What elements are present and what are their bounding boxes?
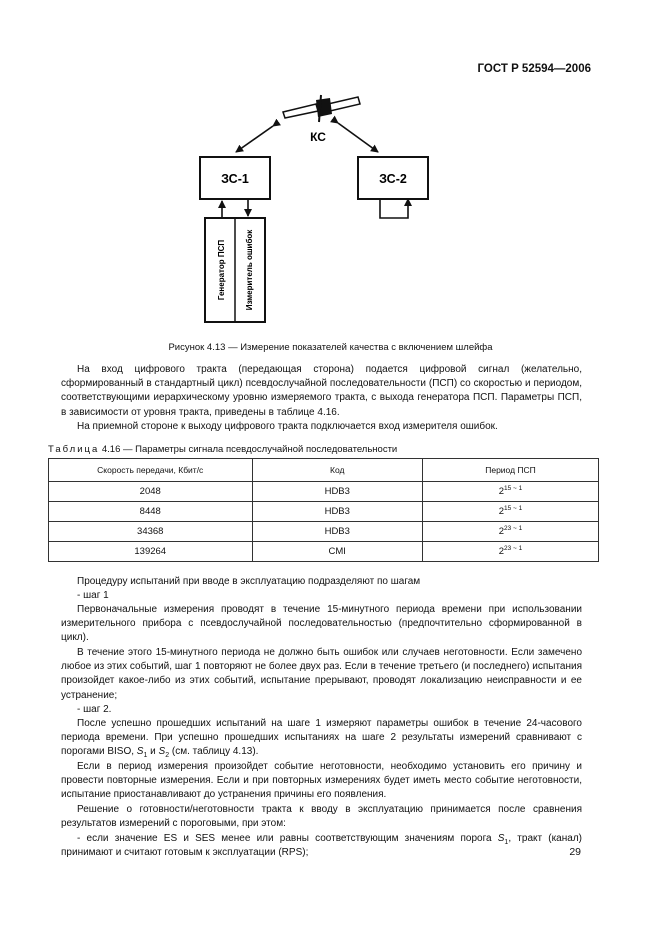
link-arrow-left bbox=[236, 126, 273, 152]
paragraph-1: На вход цифрового тракта (передающая сторона) подается цифровой сигнал (желательно, сформированный в стандартный цикл) псевдослучайной последовательности (ПСП) со скоростью и периодом, соответствующими иерархическому уровню измеряемого тракта, с выхода генератора ПСП. Параметры ПСП, в зависимости от уровня тракта, приведены в таблице 4.16. bbox=[61, 364, 582, 418]
paragraph-8: После успешно прошедших испытаний на шаге 1 измеряют параметры ошибок в течение 24-часового периода времени. При успешно прошедших испытаниях на шаге 2 результаты измерений сравнивают с порогами BISO, $S_1$ и $S_2$ (см. таблицу 4.13). bbox=[61, 718, 582, 760]
cell-period: $2^{23}$ $^{\sim 1}$ bbox=[423, 522, 599, 542]
link-arrow-right bbox=[338, 123, 378, 152]
cell-rate: 2048 bbox=[49, 482, 253, 502]
cell-code: HDB3 bbox=[252, 522, 423, 542]
paragraph-7: - шаг 2. bbox=[77, 704, 112, 715]
paragraph-4: - шаг 1 bbox=[77, 590, 109, 601]
paragraph-5: Первоначальные измерения проводят в течение 15-минутного периода времени при использовании измерительного прибора с псевдослучайной последовательностью (предпочтительно сформированной в цикл). bbox=[61, 604, 582, 644]
table-row bbox=[49, 522, 599, 542]
paragraph-3: Процедуру испытаний при вводе в эксплуатацию подразделяют по шагам bbox=[77, 576, 421, 587]
cell-code: HDB3 bbox=[252, 482, 423, 502]
header-code: Код bbox=[252, 459, 423, 482]
paragraph-6: В течение этого 15-минутного периода не должно быть ошибок или случаев неготовности. Если замечено любое из этих событий, шаг 1 повторяют не более двух раз. Если в течение третьего (и последнего) испытания произойдет какое-либо из этих событий, испытание прерывают, проводят локализацию неисправности и ее устранение; bbox=[61, 647, 582, 701]
header-period: Период ПСП bbox=[423, 459, 599, 482]
page-number: 29 bbox=[569, 846, 581, 858]
table-row bbox=[49, 502, 599, 522]
cell-period: $2^{15}$ $^{\sim 1}$ bbox=[423, 502, 599, 522]
cell-period: $2^{15}$ $^{\sim 1}$ bbox=[423, 482, 599, 502]
table-row bbox=[49, 542, 599, 562]
satellite-icon bbox=[283, 95, 360, 122]
meter-label: Измеритель ошибок bbox=[245, 229, 254, 311]
cell-rate: 8448 bbox=[49, 502, 253, 522]
table-caption bbox=[48, 444, 397, 455]
loopback-arrow bbox=[380, 199, 408, 218]
loopback-diagram bbox=[0, 0, 661, 340]
table-row bbox=[49, 482, 599, 502]
cell-code: CMI bbox=[252, 542, 423, 562]
paragraph-9: Если в период измерения произойдет событие неготовности, необходимо установить его причину и провести повторные измерения. Если и при повторных измерениях будет иметь место событие неготовности, испытание приостанавливают до устранения причины его появления. bbox=[61, 761, 582, 801]
psp-params-table bbox=[48, 458, 599, 562]
table-caption-prefix: Таблица bbox=[48, 444, 100, 455]
paragraph-11: - если значение ES и SES менее или равны соответствующим значениям порога $S_1$, тракт (канал) принимают и считают готовым к эксплуатации (RPS); bbox=[61, 833, 582, 859]
table-header-row bbox=[49, 459, 599, 482]
paragraph-10: Решение о готовности/неготовности тракта к вводу в эксплуатацию принимается после сравнения результатов измерений с пороговыми, при этом: bbox=[61, 804, 582, 830]
earth-station-1-label: ЗС-1 bbox=[221, 172, 249, 186]
cell-period: $2^{23}$ $^{\sim 1}$ bbox=[423, 542, 599, 562]
earth-station-2-label: ЗС-2 bbox=[379, 172, 407, 186]
header-rate: Скорость передачи, Кбит/с bbox=[49, 459, 253, 482]
cell-rate: 34368 bbox=[49, 522, 253, 542]
cell-rate: 139264 bbox=[49, 542, 253, 562]
satellite-label: КС bbox=[310, 130, 326, 144]
table-caption-text: 4.16 — Параметры сигнала псевдослучайной последовательности bbox=[99, 444, 398, 455]
figure-caption: Рисунок 4.13 — Измерение показателей качества с включением шлейфа bbox=[168, 342, 493, 353]
paragraph-2: На приемной стороне к выходу цифрового тракта подключается вход измерителя ошибок. bbox=[77, 421, 498, 432]
generator-label: Генератор ПСП bbox=[217, 239, 226, 301]
standard-header: ГОСТ Р 52594—2006 bbox=[477, 63, 591, 75]
cell-code: HDB3 bbox=[252, 502, 423, 522]
